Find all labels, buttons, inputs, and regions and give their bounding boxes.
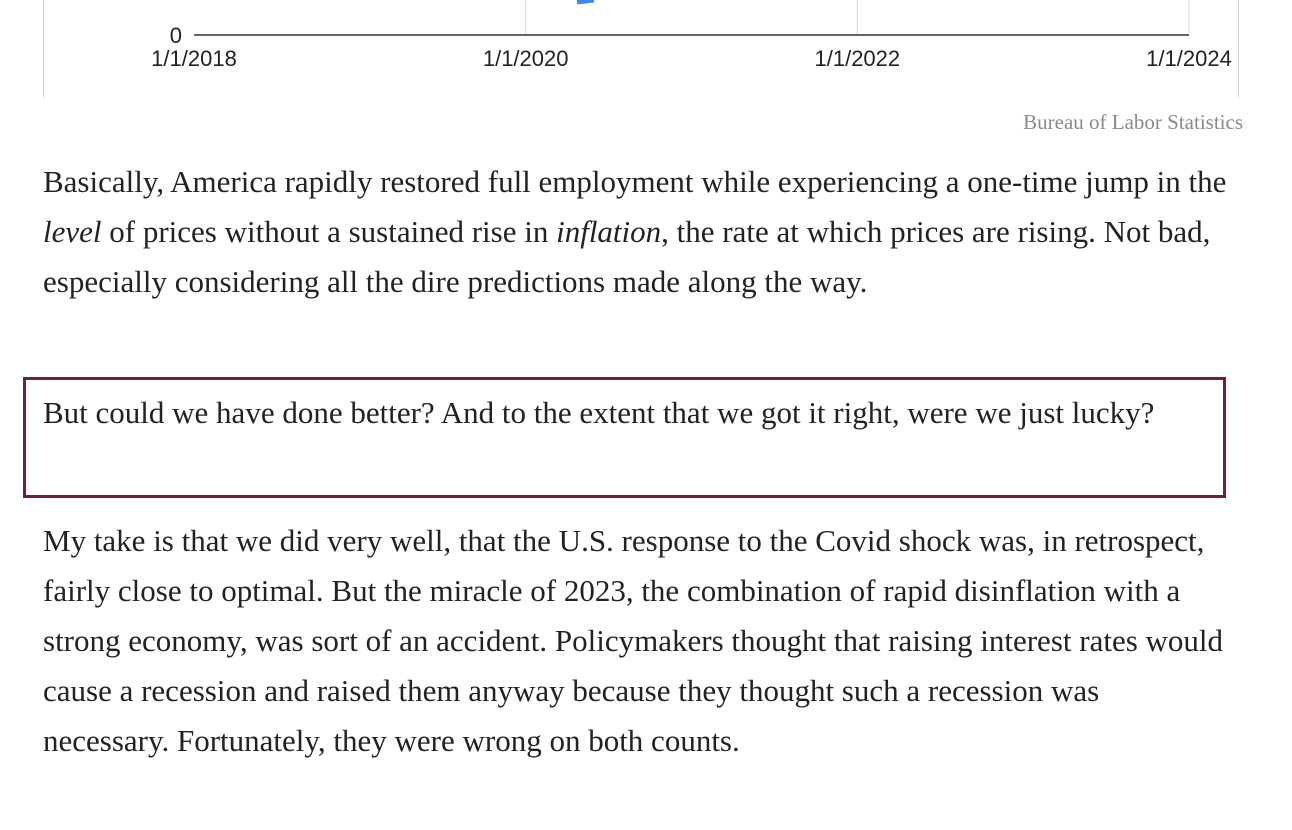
paragraph-1-text-c: , the rate at which prices are rising. Not bad, especially considering all the dire predictions made along the way. xyxy=(43,214,1211,299)
highlighted-paragraph-box xyxy=(23,377,1226,498)
chart-fragment xyxy=(43,0,1239,97)
emphasis-inflation: inflation xyxy=(556,214,662,249)
y-tick-label-0: 0 xyxy=(169,23,182,48)
paragraph-3: My take is that we did very well, that the U.S. response to the Covid shock was, in retrospect, fairly close to optimal. But the miracle of 2023, the combination of rapid disinflation with a strong economy, was sort of an accident. Policymakers thought that raising interest rates would cause a recession and raised them anyway because they thought such a recession was necessary. Fortunately, they were wrong on both counts. xyxy=(43,523,1224,758)
x-tick-label-0: 1/1/2018 xyxy=(151,46,237,71)
series-line-fragment xyxy=(577,0,594,2)
paragraph-1-text-b: of prices without a sustained rise in xyxy=(101,214,557,249)
paragraph-2: But could we have done better? And to the extent that we got it right, were we just lucky? xyxy=(43,395,1155,430)
paragraph-1-text-a: Basically, America rapidly restored full employment while experiencing a one-time jump in the xyxy=(43,164,1227,199)
x-tick-label-2: 1/1/2022 xyxy=(814,46,901,71)
chart-source-caption: Bureau of Labor Statistics xyxy=(1023,110,1243,134)
paragraph-1 xyxy=(43,157,1233,307)
x-tick-label-1: 1/1/2020 xyxy=(482,46,569,71)
emphasis-level: level xyxy=(43,214,102,249)
chart-svg xyxy=(44,0,1240,97)
x-tick-label-3: 1/1/2024 xyxy=(1146,46,1232,71)
